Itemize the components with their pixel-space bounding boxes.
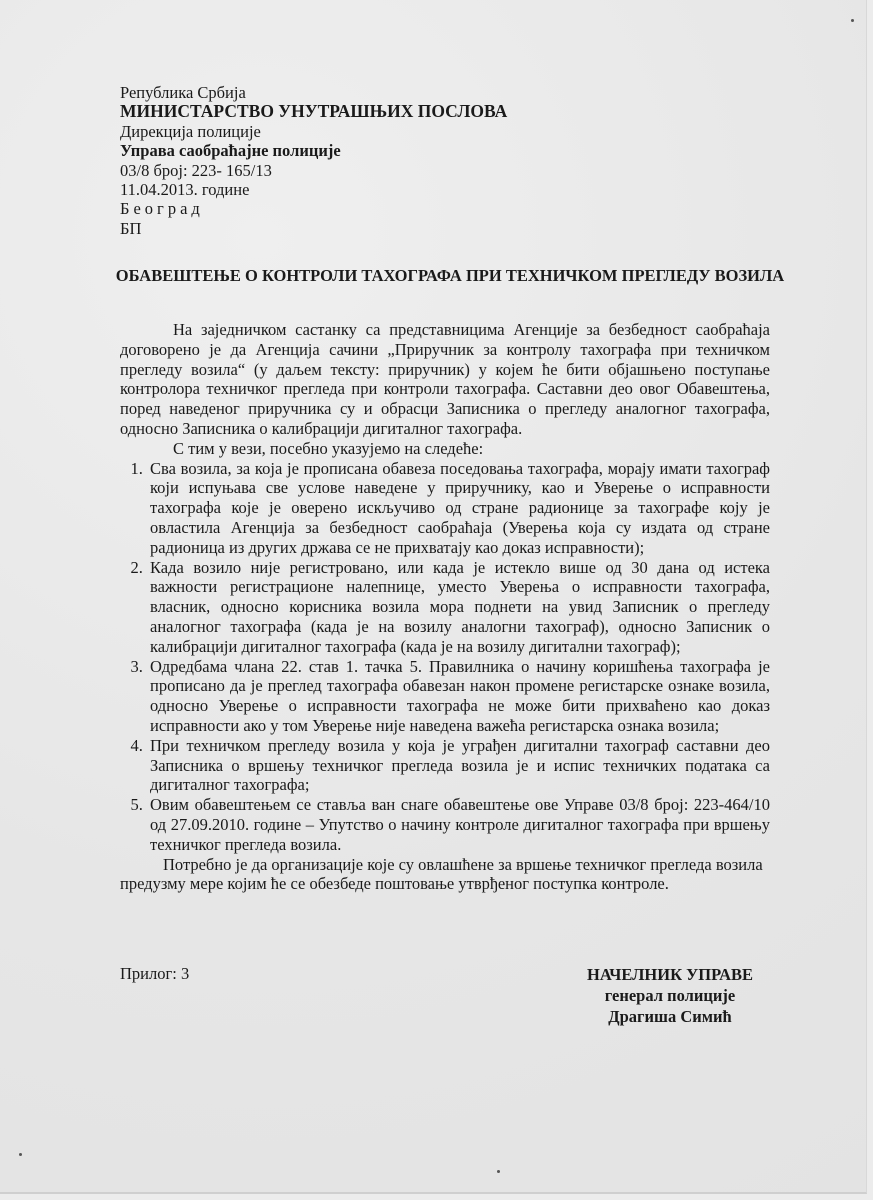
reference-number: 03/8 број: 223- 165/13	[120, 160, 272, 180]
list-item: 2. Када возило није регистровано, или када је истекло више од 30 дана од истека важности регистрационе налепнице, уместо Уверења о исправности тахографа, власник, односно корисника возила мора поднети на увид Записник о прегледу аналогног тахографа (када је на возилу аналогни тахограф), односно Записник о калибрацији дигиталног тахографа (када је на возилу дигитални тахограф);	[147, 558, 770, 657]
signatory-rank: генерал полиције	[604, 986, 736, 1005]
document-date: 11.04.2013. године	[120, 180, 250, 200]
signatory-name: Драгиша Симић	[608, 1007, 732, 1026]
administration-name: Управа саобраћајне полиције	[120, 141, 341, 161]
closing-paragraph: Потребно је да организације које су овлашћене за вршење техничког прегледа возила предузму мере којим ће се обезбеде поштовање утврђеног поступка контроле.	[120, 854, 763, 894]
signature-block	[560, 964, 780, 1027]
list-item: 1. Сва возила, за која је прописана обавеза поседовања тахографа, морају имати тахограф који испуњава све услове наведене у приручнику, као и Уверење о исправности тахографа које је оверено искључиво од стране радионице за тахографе коју је овластила Агенција за безбедност саобраћаја (Уверења која су издата од стране радионица из других држава се не прихватају као доказ исправности);	[147, 459, 770, 558]
numbered-list	[120, 459, 770, 855]
attachment-note: Прилог: 3	[120, 964, 190, 983]
letterhead	[120, 83, 507, 238]
document-body	[120, 320, 770, 894]
lead-in-paragraph: С тим у вези, посебно указујемо на следеће:	[173, 438, 484, 458]
list-item: 5. Овим обавештењем се ставља ван снаге обавештење ове Управе 03/8 број: 223-464/10 од 27.09.2010. године – Упутство о начину контроле дигиталног тахографа при вршењу техничког прегледа возила.	[147, 795, 770, 854]
scan-speck	[19, 1153, 22, 1156]
initials: БП	[120, 218, 142, 238]
signatory-position: НАЧЕЛНИК УПРАВЕ	[586, 965, 754, 984]
scan-speck	[497, 1170, 500, 1173]
list-item: 4. При техничком прегледу возила у која је уграђен дигитални тахограф саставни део Записника о вршењу техничког прегледа возила је и испис техничких података са дигиталног тахографа;	[147, 736, 770, 795]
directorate-name: Дирекција полиције	[120, 121, 261, 141]
ministry-name: МИНИСТАРСТВО УНУТРАШЊИХ ПОСЛОВА	[120, 101, 508, 122]
scan-speck	[851, 19, 854, 22]
list-item: 3. Одредбама члана 22. став 1. тачка 5. Правилника о начину коришћења тахографа је прописано да је преглед тахографа обавезан након промене регистарске ознаке возила, односно Уверење о исправности тахографа не може бити прихваћено као доказ исправности ако у том Уверење није наведена важећа регистарска ознака возила;	[147, 657, 770, 736]
republic-name: Република Србија	[120, 83, 246, 102]
document-title: ОБАВЕШТЕЊЕ О КОНТРОЛИ ТАХОГРАФА ПРИ ТЕХНИЧКОМ ПРЕГЛЕДУ ВОЗИЛА	[115, 266, 785, 285]
city-name: Београд	[120, 199, 204, 219]
intro-paragraph: На заједничком састанку са представницима Агенције за безбедност саобраћаја договорено је да Агенција сачини „Приручник за контролу тахографа при техничком прегледу возила“ (у даљем тексту: приручник) у којем ће бити објашњено поступање контролора техничког прегледа при контроли тахографа. Саставни део овог Обавештења, поред наведеног приручника су и обрасци Записника о прегледу аналогног тахографа, односно Записника о калибрацији дигиталног тахографа.	[120, 320, 770, 438]
